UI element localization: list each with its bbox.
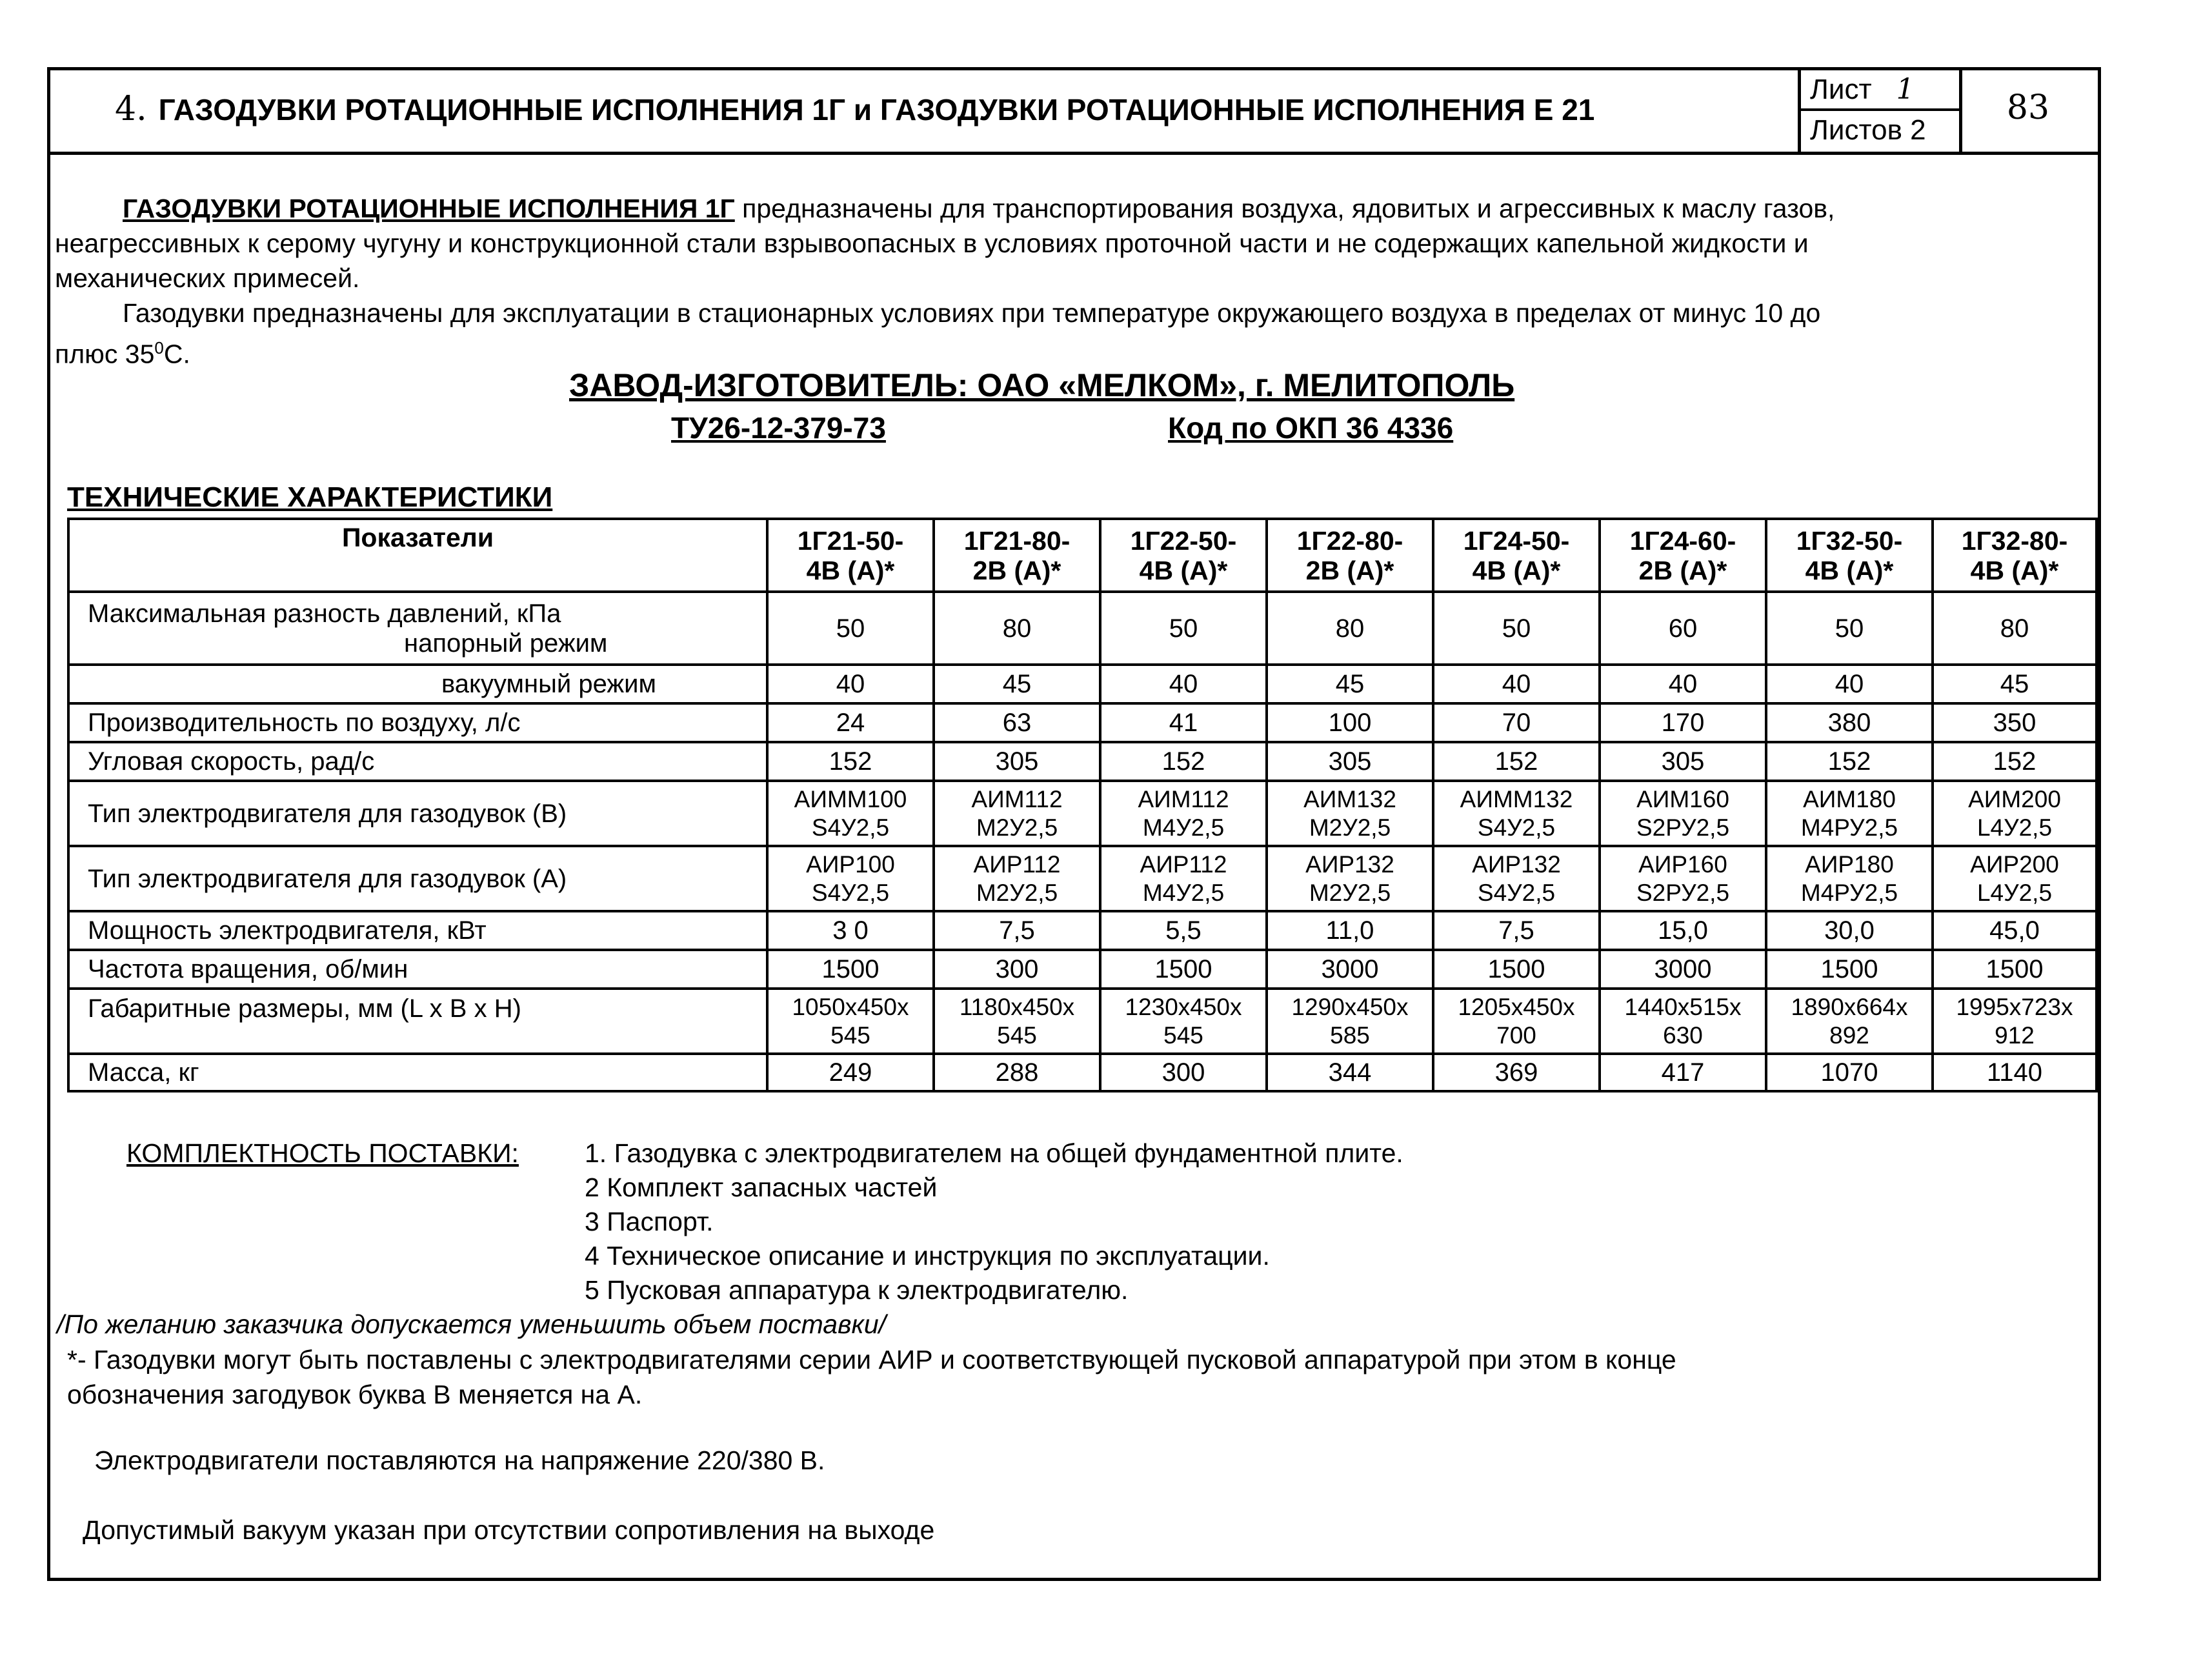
degree-sup: 0	[154, 338, 164, 357]
table-cell	[1766, 781, 1933, 846]
model-line: 4В (А)*	[1139, 555, 1228, 585]
header-divider	[50, 152, 2098, 155]
table-cell: 50	[1766, 592, 1933, 665]
model-line: 4В (А)*	[806, 555, 895, 585]
row-pressure	[68, 592, 2096, 665]
table-cell: 3 0	[767, 911, 934, 950]
cell-line: S2РУ2,5	[1636, 814, 1730, 841]
cell-line: 1205x450x	[1458, 993, 1575, 1020]
table-cell	[1600, 781, 1766, 846]
manufacturer-text: ЗАВОД-ИЗГОТОВИТЕЛЬ: ОАО «МЕЛКОМ», г. МЕЛИТОПОЛЬ	[569, 367, 1515, 403]
delivery-item-3: 3 Паспорт.	[585, 1207, 714, 1236]
delivery-note: /По желанию заказчика допускается уменьшить объем поставки/	[57, 1309, 887, 1339]
row-label: Тип электродвигателя для газодувок (А)	[68, 846, 767, 911]
table-cell: 11,0	[1267, 911, 1433, 950]
table-cell: 50	[1433, 592, 1600, 665]
label-line: Максимальная разность давлений, кПа	[88, 599, 561, 628]
row-label: вакуумный режим	[68, 665, 767, 703]
cell-line: М2У2,5	[976, 814, 1058, 841]
table-cell: 40	[767, 665, 934, 703]
row-label: Угловая скорость, рад/с	[68, 742, 767, 781]
cell-line: 1995x723x	[1956, 993, 2073, 1020]
okp-code: Код по ОКП 36 4336	[1168, 411, 1454, 445]
sheet-value: 1	[1896, 73, 1915, 106]
header-cell: Показатели	[68, 519, 767, 592]
cell-line: АИР160	[1638, 851, 1727, 878]
model-line: 1Г21-50-	[797, 525, 904, 556]
table-cell: 249	[767, 1054, 934, 1091]
model-line: 1Г24-50-	[1463, 525, 1570, 556]
cell-line: 1180x450x	[959, 993, 1075, 1020]
table-cell: 1500	[1433, 950, 1600, 989]
cell-line: АИМ200	[1968, 785, 2061, 812]
table-cell: 152	[1766, 742, 1933, 781]
table-cell	[767, 989, 934, 1054]
sheets-row: Листов 2	[1810, 114, 1926, 146]
sheet-box	[1798, 70, 1962, 152]
model-cell	[1766, 519, 1933, 592]
table-cell: 45	[934, 665, 1100, 703]
specs-table	[67, 518, 2098, 1092]
cell-line: АИМ112	[971, 785, 1063, 812]
table-cell: 70	[1433, 703, 1600, 742]
table-cell: 24	[767, 703, 934, 742]
intro-line-5	[55, 330, 190, 372]
row-label: Тип электродвигателя для газодувок (В)	[68, 781, 767, 846]
table-cell	[1267, 846, 1433, 911]
tu-code: ТУ26-12-379-73	[671, 411, 886, 445]
table-cell	[1933, 846, 2096, 911]
row-motor-a	[68, 846, 2096, 911]
cell-line: S4У2,5	[811, 879, 890, 906]
table-cell: 80	[934, 592, 1100, 665]
table-cell: 1500	[767, 950, 934, 989]
delivery-label: КОМПЛЕКТНОСТЬ ПОСТАВКИ:	[126, 1138, 519, 1168]
cell-line: S2РУ2,5	[1636, 879, 1730, 906]
cell-line: М4У2,5	[1142, 814, 1225, 841]
table-cell: 288	[934, 1054, 1100, 1091]
table-cell: 45	[1267, 665, 1433, 703]
cell-line: 1050x450x	[792, 993, 909, 1020]
cell-line: АИР132	[1305, 851, 1394, 878]
cell-line: АИМ160	[1636, 785, 1729, 812]
voltage-note: Электродвигатели поставляются на напряжение 220/380 В.	[94, 1445, 825, 1475]
table-cell: 40	[1433, 665, 1600, 703]
table-cell	[934, 846, 1100, 911]
cell-line: 545	[1163, 1022, 1203, 1049]
cell-line: АИММ132	[1460, 785, 1573, 812]
intro-line-4: Газодувки предназначены для эксплуатации в стационарных условиях при температуре окружающего воздуха в пределах от минус 10 до	[123, 298, 1821, 328]
table-cell	[1600, 846, 1766, 911]
table-cell: 152	[767, 742, 934, 781]
model-line: 4В (А)*	[1472, 555, 1561, 585]
table-cell	[1600, 989, 1766, 1054]
table-cell: 152	[1433, 742, 1600, 781]
row-power	[68, 911, 2096, 950]
table-cell: 100	[1267, 703, 1433, 742]
model-line: 1Г22-50-	[1130, 525, 1237, 556]
intro-line-1	[123, 191, 1835, 226]
table-cell	[1267, 781, 1433, 846]
model-cell	[1433, 519, 1600, 592]
table-cell: 305	[934, 742, 1100, 781]
vacuum-note: Допустимый вакуум указан при отсутствии сопротивления на выходе	[83, 1515, 935, 1545]
table-cell: 417	[1600, 1054, 1766, 1091]
cell-line: 1290x450x	[1291, 993, 1409, 1020]
table-cell	[934, 781, 1100, 846]
table-cell: 40	[1100, 665, 1267, 703]
cell-line: АИР132	[1472, 851, 1561, 878]
table-cell	[1433, 781, 1600, 846]
cell-line: 1440x515x	[1624, 993, 1742, 1020]
table-cell: 15,0	[1600, 911, 1766, 950]
row-mass	[68, 1054, 2096, 1091]
table-cell	[1100, 989, 1267, 1054]
cell-line: S4У2,5	[811, 814, 890, 841]
cell-line: 545	[997, 1022, 1037, 1049]
cell-line: L4У2,5	[1976, 879, 2053, 906]
row-label: Мощность электродвигателя, кВт	[68, 911, 767, 950]
cell-line: S4У2,5	[1477, 814, 1556, 841]
cell-line: АИР100	[806, 851, 895, 878]
row-speed	[68, 742, 2096, 781]
model-line: 1Г22-80-	[1296, 525, 1403, 556]
table-cell: 3000	[1600, 950, 1766, 989]
cell-line: АИМ112	[1138, 785, 1229, 812]
table-cell	[1100, 781, 1267, 846]
model-line: 2В (А)*	[972, 555, 1061, 585]
model-cell	[934, 519, 1100, 592]
table-cell: 45,0	[1933, 911, 2096, 950]
row-label: Частота вращения, об/мин	[68, 950, 767, 989]
row-label	[68, 592, 767, 665]
cell-line: М4РУ2,5	[1800, 879, 1898, 906]
cell-line: L4У2,5	[1976, 814, 2053, 841]
table-cell	[1766, 846, 1933, 911]
row-rpm	[68, 950, 2096, 989]
table-cell: 3000	[1267, 950, 1433, 989]
table-cell: 1140	[1933, 1054, 2096, 1091]
row-vacuum	[68, 665, 2096, 703]
table-cell: 369	[1433, 1054, 1600, 1091]
delivery-item-1: 1. Газодувка с электродвигателем на общей фундаментной плите.	[585, 1138, 1403, 1168]
table-cell: 1500	[1933, 950, 2096, 989]
temp-suffix: С.	[163, 339, 190, 369]
table-cell	[1100, 846, 1267, 911]
table-cell	[1433, 989, 1600, 1054]
cell-line: АИР180	[1805, 851, 1894, 878]
table-cell: 5,5	[1100, 911, 1267, 950]
table-cell: 7,5	[1433, 911, 1600, 950]
table-cell	[1766, 989, 1933, 1054]
model-cell	[767, 519, 934, 592]
table-cell: 41	[1100, 703, 1267, 742]
cell-line: АИР112	[1140, 851, 1227, 878]
cell-line: М4РУ2,5	[1800, 814, 1898, 841]
table-cell: 300	[934, 950, 1100, 989]
row-dims	[68, 989, 2096, 1054]
model-cell	[1267, 519, 1433, 592]
table-cell	[1433, 846, 1600, 911]
page-number: 83	[2006, 88, 2050, 127]
table-cell	[767, 781, 934, 846]
cell-line: М2У2,5	[976, 879, 1058, 906]
cell-line: 630	[1663, 1022, 1703, 1049]
table-cell: 1500	[1766, 950, 1933, 989]
intro-line-1-text: предназначены для транспортирования воздуха, ядовитых и агрессивных к маслу газов,	[742, 194, 1835, 223]
footnote-line-2: обозначения загодувок буква В меняется на А.	[67, 1380, 643, 1409]
cell-line: S4У2,5	[1477, 879, 1556, 906]
sheet-label: Лист	[1810, 74, 1872, 105]
table-cell: 350	[1933, 703, 2096, 742]
section-number: 4.	[115, 90, 147, 128]
table-cell: 40	[1600, 665, 1766, 703]
footnote-line-1: *- Газодувки могут быть поставлены с электродвигателями серии АИР и соответствующей пусковой аппаратурой при этом в конце	[67, 1345, 1676, 1374]
row-label: Производительность по воздуху, л/с	[68, 703, 767, 742]
table-cell: 1500	[1100, 950, 1267, 989]
table-cell: 305	[1600, 742, 1766, 781]
row-label: Габаритные размеры, мм (L x B x H)	[68, 989, 767, 1054]
specs-title: ТЕХНИЧЕСКИЕ ХАРАКТЕРИСТИКИ	[67, 481, 553, 513]
cell-line: М2У2,5	[1309, 879, 1391, 906]
cell-line: 1230x450x	[1125, 993, 1242, 1020]
table-cell: 50	[767, 592, 934, 665]
cell-line: 912	[1995, 1022, 2035, 1049]
cell-line: АИМ180	[1803, 785, 1896, 812]
temp-prefix: плюс 35	[55, 339, 155, 369]
delivery-item-5: 5 Пусковая аппаратура к электродвигателю.	[585, 1275, 1129, 1305]
row-capacity	[68, 703, 2096, 742]
intro-line-2: неагрессивных к серому чугуну и конструкционной стали взрывоопасных в условиях проточной части и не содержащих капельной жидкости и	[55, 228, 1809, 258]
table-cell: 40	[1766, 665, 1933, 703]
table-cell: 380	[1766, 703, 1933, 742]
table-cell	[767, 846, 934, 911]
row-label: Масса, кг	[68, 1054, 767, 1091]
intro-heading: ГАЗОДУВКИ РОТАЦИОННЫЕ ИСПОЛНЕНИЯ 1Г	[123, 194, 735, 223]
cell-line: 585	[1330, 1022, 1370, 1049]
row-motor-b	[68, 781, 2096, 846]
table-cell: 80	[1267, 592, 1433, 665]
cell-line: 892	[1829, 1022, 1869, 1049]
cell-line: АИР112	[973, 851, 1061, 878]
model-cell	[1933, 519, 2096, 592]
table-header-row	[68, 519, 2096, 592]
table-cell: 30,0	[1766, 911, 1933, 950]
model-line: 1Г21-80-	[963, 525, 1071, 556]
cell-line: 545	[830, 1022, 870, 1049]
page-title	[115, 90, 1594, 128]
cell-line: АИММ100	[794, 785, 907, 812]
table-cell: 7,5	[934, 911, 1100, 950]
model-line: 1Г32-80-	[1961, 525, 2068, 556]
table-cell: 152	[1100, 742, 1267, 781]
cell-line: АИМ132	[1303, 785, 1396, 812]
model-line: 1Г32-50-	[1796, 525, 1903, 556]
cell-line: М4У2,5	[1142, 879, 1225, 906]
table-cell	[1267, 989, 1433, 1054]
table-cell: 80	[1933, 592, 2096, 665]
table-cell	[1933, 989, 2096, 1054]
cell-line: 1890x664x	[1791, 993, 1908, 1020]
table-cell: 50	[1100, 592, 1267, 665]
delivery-item-4: 4 Техническое описание и инструкция по эксплуатации.	[585, 1241, 1270, 1271]
table-cell: 63	[934, 703, 1100, 742]
delivery-item-2: 2 Комплект запасных частей	[585, 1173, 938, 1202]
model-line: 4В (А)*	[1970, 555, 2059, 585]
cell-line: АИР200	[1970, 851, 2059, 878]
cell-line: М2У2,5	[1309, 814, 1391, 841]
model-line: 2В (А)*	[1638, 555, 1727, 585]
model-line: 1Г24-60-	[1629, 525, 1736, 556]
intro-line-3: механических примесей.	[55, 263, 360, 293]
table-cell	[934, 989, 1100, 1054]
cell-line: 700	[1496, 1022, 1536, 1049]
section-title: ГАЗОДУВКИ РОТАЦИОННЫЕ ИСПОЛНЕНИЯ 1Г и ГАЗОДУВКИ РОТАЦИОННЫЕ ИСПОЛНЕНИЯ Е 21	[158, 93, 1595, 126]
table-cell: 60	[1600, 592, 1766, 665]
table-cell: 1070	[1766, 1054, 1933, 1091]
table-cell: 170	[1600, 703, 1766, 742]
model-line: 2В (А)*	[1305, 555, 1394, 585]
model-cell	[1100, 519, 1267, 592]
model-cell	[1600, 519, 1766, 592]
table-cell: 300	[1100, 1054, 1267, 1091]
table-cell: 152	[1933, 742, 2096, 781]
model-line: 4В (А)*	[1805, 555, 1894, 585]
table-cell: 344	[1267, 1054, 1433, 1091]
table-cell	[1933, 781, 2096, 846]
label-line: напорный режим	[404, 629, 608, 658]
table-cell: 305	[1267, 742, 1433, 781]
sheet-row	[1801, 70, 1959, 111]
manufacturer-line	[569, 367, 1514, 404]
table-cell: 45	[1933, 665, 2096, 703]
